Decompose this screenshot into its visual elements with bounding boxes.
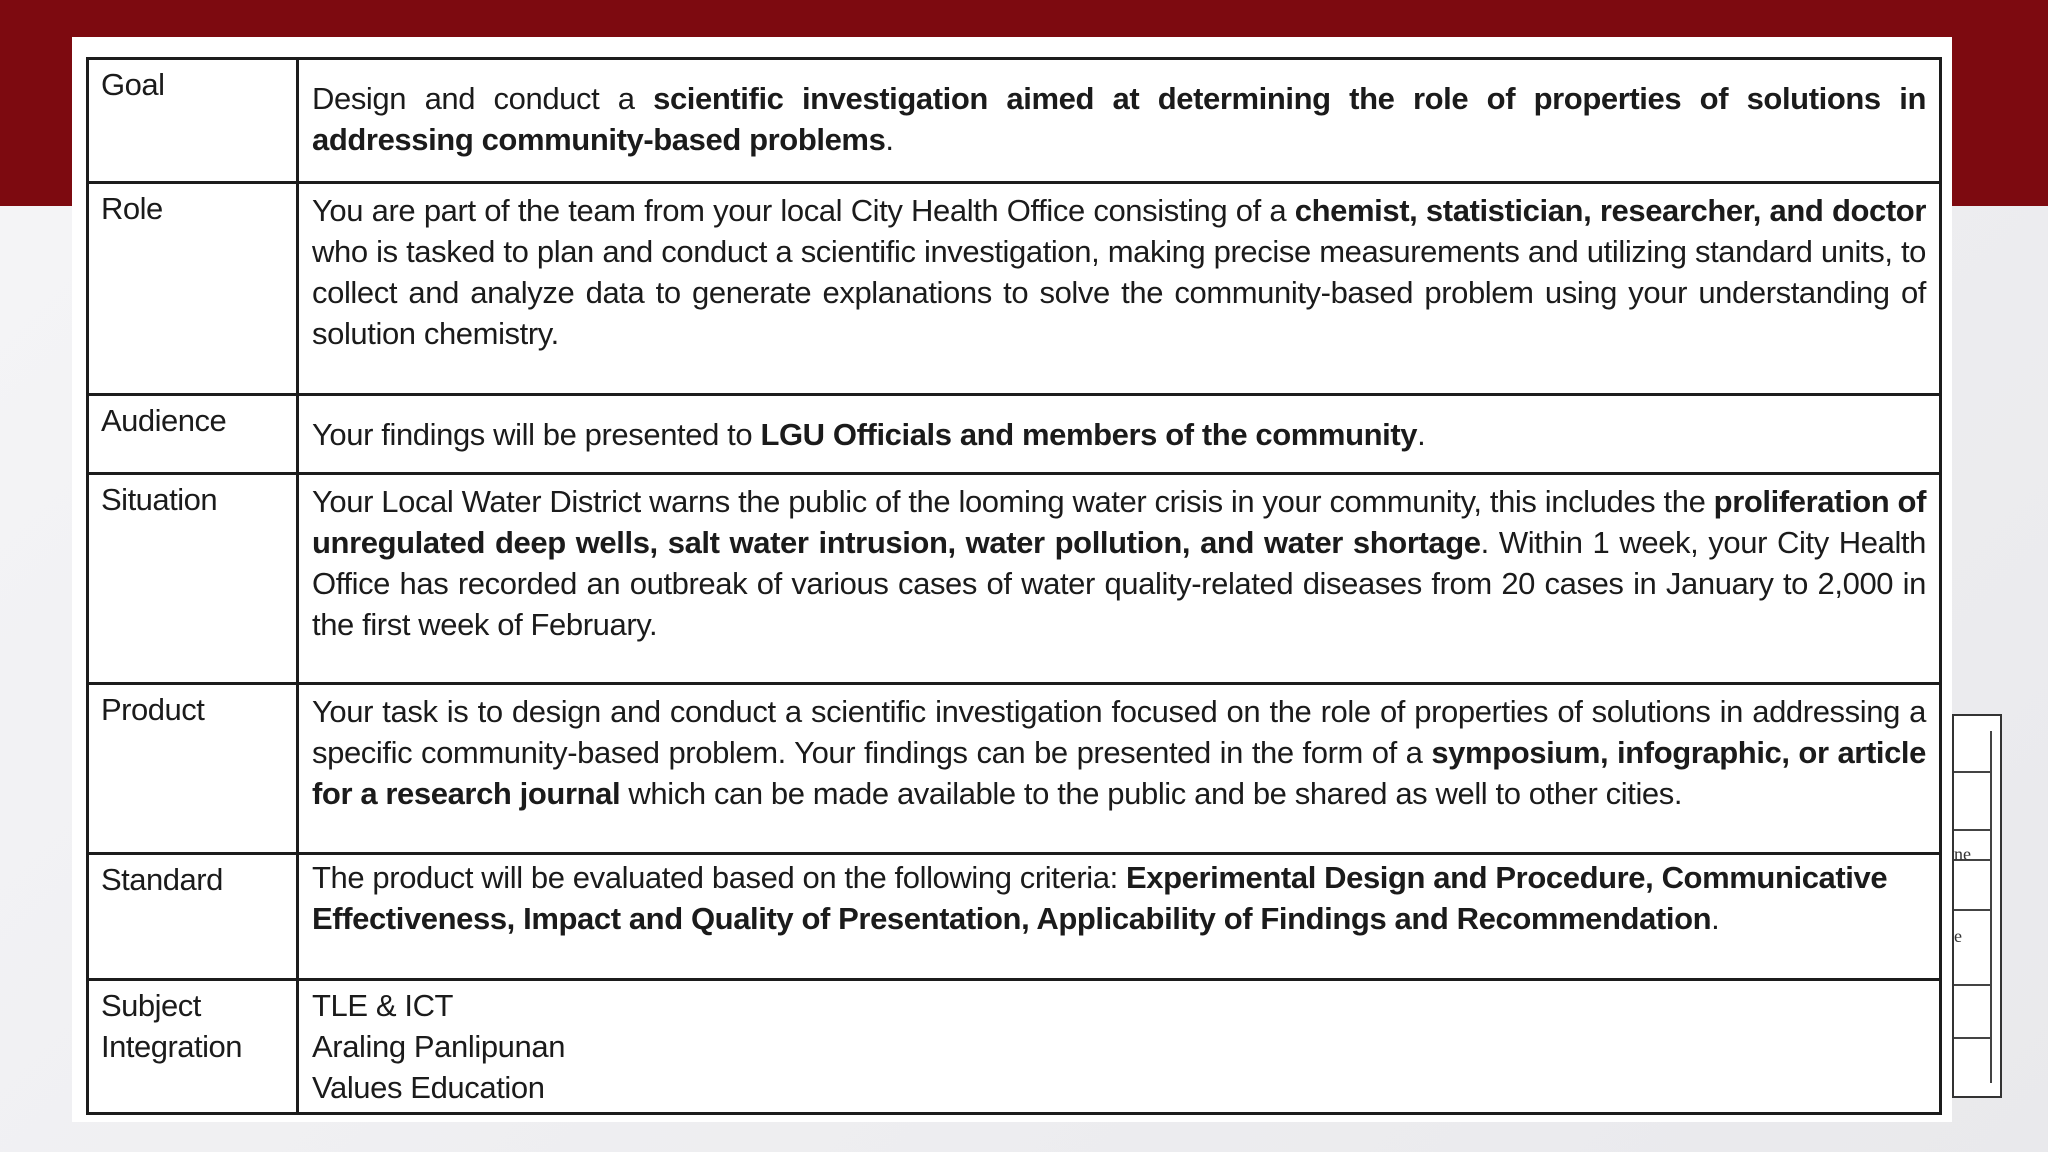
row-label: Product <box>88 684 298 854</box>
row-label-line: Subject <box>101 988 201 1023</box>
body-text: which can be made available to the public and be shared as well to other cities. <box>620 776 1683 811</box>
background-document <box>1952 714 2002 1098</box>
emphasized-text: LGU Officials and members of the community <box>760 417 1418 452</box>
body-text: Your Local Water District warns the public of the looming water crisis in your community, this includes the <box>312 484 1714 519</box>
body-text: . <box>885 122 894 157</box>
row-label: Role <box>88 183 298 395</box>
background-text-fragment: ne <box>1954 844 1971 864</box>
table-row <box>88 684 1941 854</box>
subject-item: TLE & ICT <box>312 988 454 1023</box>
background-document-table <box>1954 731 1992 1083</box>
table-row <box>88 980 1941 1114</box>
emphasized-text: scientific investigation aimed at determining the role of properties of solutions in addressing community-based problems <box>312 81 1926 157</box>
body-text: Your task is to design and conduct a scientific investigation focused on the role of properties of solutions in addressing a specific community-based problem. Your findings can be presented in the form of a <box>312 694 1926 770</box>
row-content <box>298 474 1941 684</box>
table-row <box>88 854 1941 980</box>
background-row-line <box>1954 771 1992 773</box>
emphasized-text: Experimental Design and Procedure, Communicative Effectiveness, Impact and Quality of Presentation, Applicability of Findings and Recommendation <box>312 860 1888 936</box>
background-text-fragment: e <box>1954 926 1962 946</box>
body-text: Design and conduct a <box>312 81 654 116</box>
body-text: . Within 1 week, your City Health Office has recorded an outbreak of various cases of water quality-related diseases from 20 cases in January to 2,000 in the first week of February. <box>312 525 1926 642</box>
body-text: who is tasked to plan and conduct a scientific investigation, making precise measurements and utilizing standard units, to collect and analyze data to generate explanations to solve the community-based problem using your understanding of solution chemistry. <box>312 234 1926 351</box>
subject-item: Values Education <box>312 1070 545 1105</box>
subject-item: Araling Panlipunan <box>312 1029 566 1064</box>
row-label-line: Integration <box>101 1029 242 1064</box>
emphasized-text: chemist, statistician, researcher, and doctor <box>1294 193 1926 228</box>
grasps-table <box>86 57 1942 1115</box>
background-row-line <box>1954 829 1992 831</box>
table-row <box>88 59 1941 183</box>
table-row <box>88 474 1941 684</box>
row-label: Audience <box>88 395 298 474</box>
body-text: . <box>1711 901 1720 936</box>
emphasized-text: symposium, infographic, or article for a research journal <box>312 735 1926 811</box>
background-row-line <box>1954 909 1992 911</box>
row-content <box>298 59 1941 183</box>
table-row <box>88 395 1941 474</box>
row-label: Goal <box>88 59 298 183</box>
body-text: Your findings will be presented to <box>312 417 761 452</box>
row-content <box>298 183 1941 395</box>
row-label-subject-integration <box>88 980 298 1114</box>
table-row <box>88 183 1941 395</box>
row-label: Situation <box>88 474 298 684</box>
background-row-line <box>1954 984 1992 986</box>
row-content-subject-integration <box>298 980 1941 1114</box>
body-text: You are part of the team from your local City Health Office consisting of a <box>312 193 1295 228</box>
background-row-line <box>1954 1037 1992 1039</box>
row-label: Standard <box>88 854 298 980</box>
emphasized-text: proliferation of unregulated deep wells, salt water intrusion, water pollution, and water shortage <box>312 484 1926 560</box>
body-text: The product will be evaluated based on the following criteria: <box>312 860 1127 895</box>
body-text: . <box>1417 417 1426 452</box>
row-content <box>298 854 1941 980</box>
row-content <box>298 684 1941 854</box>
row-content <box>298 395 1941 474</box>
